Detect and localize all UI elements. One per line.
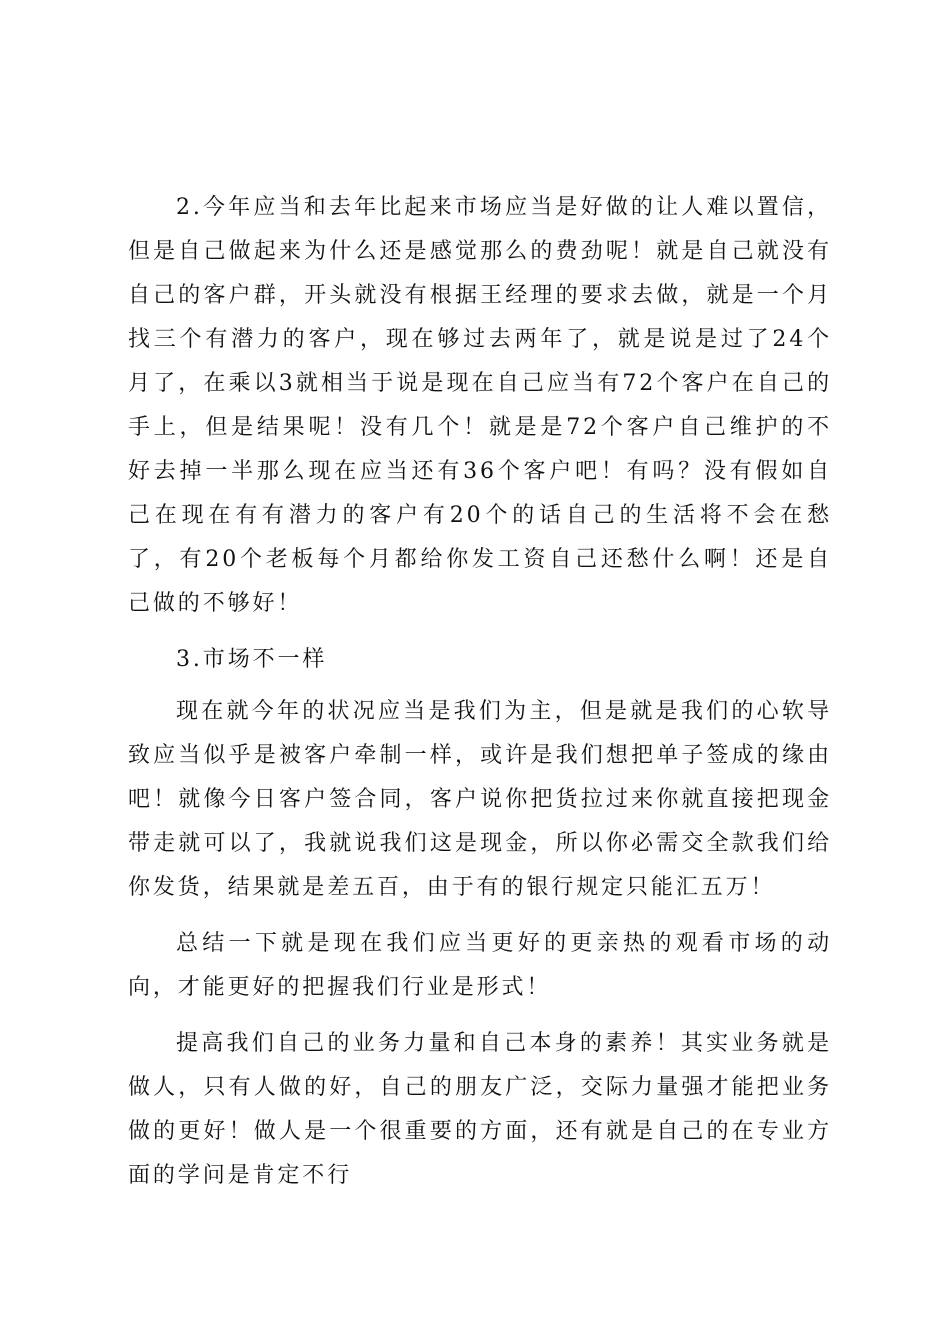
paragraph-summary: 总结一下就是现在我们应当更好的更亲热的观看市场的动向，才能更好的把握我们行业是形式！ [128, 931, 832, 1000]
paragraph-self-improvement: 提高我们自己的业务力量和自己本身的素养！其实业务就是做人，只有人做的好，自己的朋友广泛，交际力量强才能把业务做的更好！做人是一个很重要的方面，还有就是自己的在专业方面的学问是肯定不行 [128, 1031, 832, 1188]
document-body [128, 186, 832, 1210]
paragraph-market-reflection: 2.今年应当和去年比起来市场应当是好做的让人难以置信，但是自己做起来为什么还是感觉那么的费劲呢！就是自己就没有自己的客户群，开头就没有根据王经理的要求去做，就是一个月找三个有潜力的客户，现在够过去两年了，就是说是过了24个月了，在乘以3就相当于说是现在自己应当有72个客户在自己的手上，但是结果呢！没有几个！就是是72个客户自己维护的不好去掉一半那么现在应当还有36个客户吧！有吗？没有假如自己在现在有有潜力的客户有20个的话自己的生活将不会在愁了，有20个老板每个月都给你发工资自己还愁什么啊！还是自己做的不够好！ [128, 195, 832, 616]
paragraph-customer-negotiation: 现在就今年的状况应当是我们为主，但是就是我们的心软导致应当似乎是被客户牵制一样，或许是我们想把单子签成的缘由吧！就像今日客户签合同，客户说你把货拉过来你就直接把现金带走就可以了，我就说我们这是现金，所以你必需交全款我们给你发货，结果就是差五百，由于有的银行规定只能汇五万！ [128, 699, 832, 900]
section-heading-market-difference: 3.市场不一样 [176, 647, 328, 672]
